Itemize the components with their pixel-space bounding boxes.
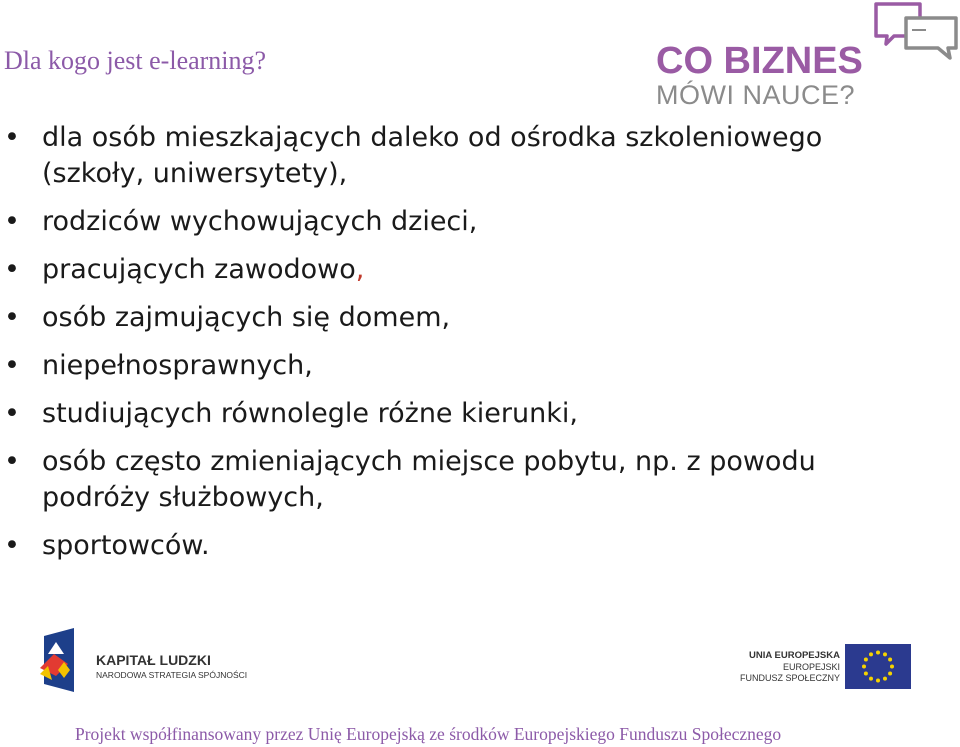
kapital-ludzki-subtitle: NARODOWA STRATEGIA SPÓJNOŚCI (96, 670, 248, 680)
co-biznes-logo (654, 0, 960, 112)
list-item (0, 396, 900, 432)
bullet-dot: • (4, 254, 20, 285)
slide-title: Dla kogo jest e-learning? (4, 46, 267, 75)
eu-flag-icon (845, 644, 911, 689)
eu-logo-line1: UNIA EUROPEJSKA (749, 650, 840, 661)
list-item (0, 120, 900, 192)
bullet-dot: • (4, 398, 20, 429)
bullet-dot: • (4, 446, 20, 477)
list-item (0, 444, 900, 516)
kapital-ludzki-emblem-icon (38, 624, 90, 696)
bullet-text: studiujących równolegle różne kierunki, (42, 398, 578, 429)
bullet-dot: • (4, 122, 20, 153)
eu-logo-line2: EUROPEJSKI (782, 662, 840, 672)
bullet-text: osób zajmujących się domem, (42, 302, 451, 333)
logo-line1: CO BIZNES (656, 40, 863, 82)
speech-bubbles-icon (872, 0, 960, 62)
bullet-text: niepełnosprawnych, (42, 350, 313, 381)
bullet-text: rodziców wychowujących dzieci, (42, 206, 478, 237)
bullet-dot: • (4, 530, 20, 561)
list-item (0, 528, 900, 564)
eu-logo-line3: FUNDUSZ SPOŁECZNY (739, 673, 840, 683)
eu-logo (740, 640, 915, 695)
logo-line2: MÓWI NAUCE? (656, 80, 856, 110)
bullet-text: sportowców. (42, 530, 210, 561)
list-item (0, 252, 900, 288)
bullet-text: dla osób mieszkających daleko od ośrodka szkoleniowego (szkoły, uniwersytety), (42, 122, 823, 189)
kapital-ludzki-title: KAPITAŁ LUDZKI (96, 652, 211, 668)
bullet-suffix: , (355, 254, 365, 285)
bullet-dot: • (4, 302, 20, 333)
bullet-text: pracujących zawodowo (42, 254, 356, 285)
bullet-dot: • (4, 206, 20, 237)
kapital-ludzki-logo (38, 624, 248, 696)
footer-text: Projekt współfinansowany przez Unię Europejską ze środków Europejskiego Funduszu Społecznego (75, 724, 782, 744)
list-item (0, 300, 900, 336)
bullet-dot: • (4, 350, 20, 381)
bullet-list (0, 120, 960, 576)
list-item (0, 348, 900, 384)
bullet-text: osób często zmieniających miejsce pobytu, np. z powodu podróży służbowych, (42, 446, 816, 513)
list-item (0, 204, 900, 240)
